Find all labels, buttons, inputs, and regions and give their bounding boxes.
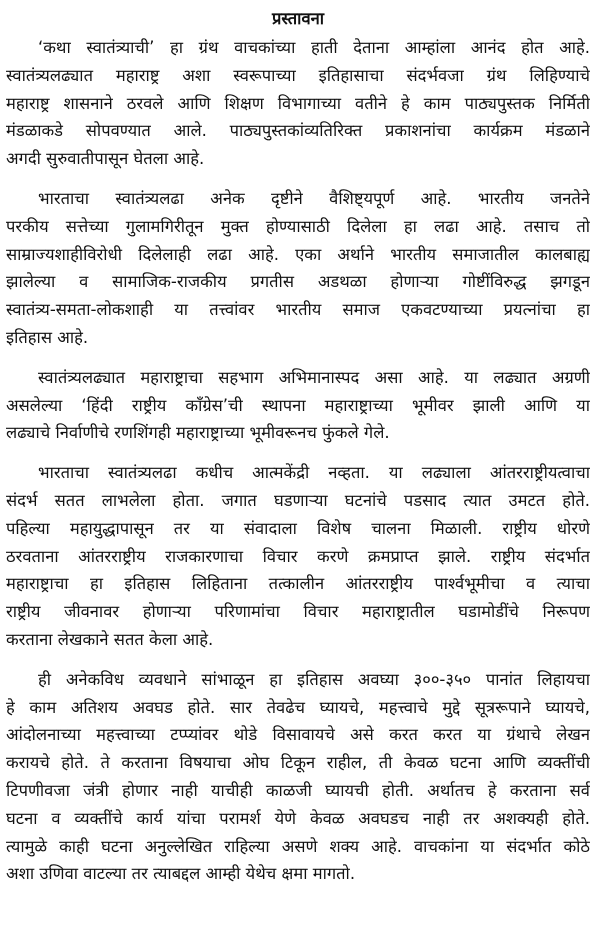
text-line: स्वातंत्र्य-समता-लोकशाही या तत्त्वांवर भारतीय समाज एकवटण्याच्या प्रयत्नांचा हा <box>6 300 590 320</box>
paragraph <box>6 666 590 888</box>
text-line: साम्राज्यशाहीविरोधी दिलेलाही लढा आहे. एका अर्थाने भारतीय समाजातील कालबाह्य <box>6 244 590 264</box>
text-line: अशा उणिवा वाटल्या तर त्याबद्दल आम्ही येथेच क्षमा मागतो. <box>6 864 356 884</box>
text-line: स्वातंत्र्यलढ्यात महाराष्ट्र अशा स्वरूपाच्या इतिहासाचा संदर्भवजा ग्रंथ लिहिण्याचे <box>6 65 590 85</box>
text-line: भारताचा स्वातंत्र्यलढा अनेक दृष्टीने वैशिष्ट्यपूर्ण आहे. भारतीय जनतेने <box>38 188 590 208</box>
paragraph <box>6 185 590 352</box>
page-title: प्रस्तावना <box>271 9 325 28</box>
text-line: स्वातंत्र्यलढ्यात महाराष्ट्राचा सहभाग अभिमानास्पद असा आहे. या लढ्यात अग्रणी <box>38 367 590 387</box>
text-line: करायचे होते. ते करताना विषयाचा ओघ टिकून राहील, ती केवळ घटना आणि व्यक्तींची <box>6 753 590 773</box>
text-line: संदर्भ सतत लाभलेला होता. जगात घडणाऱ्या घटनांचे पडसाद त्यात उमटत होते. <box>6 490 590 510</box>
text-line: त्यामुळे काही घटना अनुल्लेखित राहिल्या असणे शक्य आहे. वाचकांना या संदर्भात कोठे <box>6 836 590 856</box>
text-line: करताना लेखकाने सतत केला आहे. <box>6 629 214 649</box>
paragraph <box>6 364 590 447</box>
text-line: झालेल्या व सामाजिक-राजकीय प्रगतीस अडथळा होणाऱ्या गोष्टींविरुद्ध झगडून <box>6 272 590 292</box>
text-line: ठरवताना आंतरराष्ट्रीय राजकारणाचा विचार करणे क्रमप्राप्त झाले. राष्ट्रीय संदर्भात <box>6 546 590 566</box>
text-line: लढ्याचे निर्वाणीचे रणशिंगही महाराष्ट्राच्या भूमीवरूनच फुंकले गेले. <box>6 423 390 443</box>
text-line: पहिल्या महायुद्धापासून तर या संवादाला विशेष चालना मिळाली. राष्ट्रीय धोरणे <box>6 518 590 538</box>
text-line: इतिहास आहे. <box>6 327 89 347</box>
text-line: आंदोलनाच्या महत्त्वाच्या टप्प्यांवर थोडे विसावायचे असे करत करत या ग्रंथाचे लेखन <box>6 725 590 745</box>
text-line: परकीय सत्तेच्या गुलामगिरीतून मुक्त होण्यासाठी दिलेला हा लढा आहे. तसाच तो <box>6 216 590 236</box>
text-line: मंडळाकडे सोपवण्यात आले. पाठ्यपुस्तकांव्यतिरिक्त प्रकाशनांचा कार्यक्रम मंडळाने <box>6 121 590 141</box>
text-line: टिपणीवजा जंत्री होणार नाही याचीही काळजी घ्यायची होती. अर्थातच हे करताना सर्व <box>6 780 590 800</box>
text-line: राष्ट्रीय जीवनावर होणाऱ्या परिणामांचा विचार महाराष्ट्रातील घडामोडींचे निरूपण <box>6 602 590 622</box>
paragraph <box>6 459 590 654</box>
text-line: भारताचा स्वातंत्र्यलढा कधीच आत्मकेंद्री नव्हता. या लढ्याला आंतरराष्ट्रीयत्वाचा <box>38 463 590 483</box>
text-line: महाराष्ट्र शासनाने ठरवले आणि शिक्षण विभागाच्या वतीने हे काम पाठ्यपुस्तक निर्मिती <box>6 93 590 113</box>
text-line: असलेल्या ‘हिंदी राष्ट्रीय कॉंग्रेस’ची स्थापना महाराष्ट्राच्या भूमीवर झाली आणि या <box>6 395 590 415</box>
text-line: ही अनेकविध व्यवधाने सांभाळून हा इतिहास अवघ्या ३००-३५० पानांत लिहायचा <box>38 669 590 689</box>
text-line: महाराष्ट्राचा हा इतिहास लिहिताना तत्कालीन आंतरराष्ट्रीय पार्श्वभूमीचा व त्याचा <box>6 574 590 594</box>
text-line: हे काम अतिशय अवघड होते. सार तेवढेच घ्यायचे, महत्त्वाचे मुद्दे सूत्ररूपाने घ्यायचे, <box>6 697 590 717</box>
paragraph <box>6 34 590 173</box>
text-line: घटना व व्यक्तींचे कार्य यांचा परामर्श येणे केवळ अवघडच नाही तर अशक्यही होते. <box>6 808 590 828</box>
text-line: ‘कथा स्वातंत्र्याची’ हा ग्रंथ वाचकांच्या हाती देताना आम्हांला आनंद होत आहे. <box>38 38 590 57</box>
text-line: अगदी सुरुवातीपासून घेतला आहे. <box>6 149 205 169</box>
document-body <box>6 34 590 888</box>
